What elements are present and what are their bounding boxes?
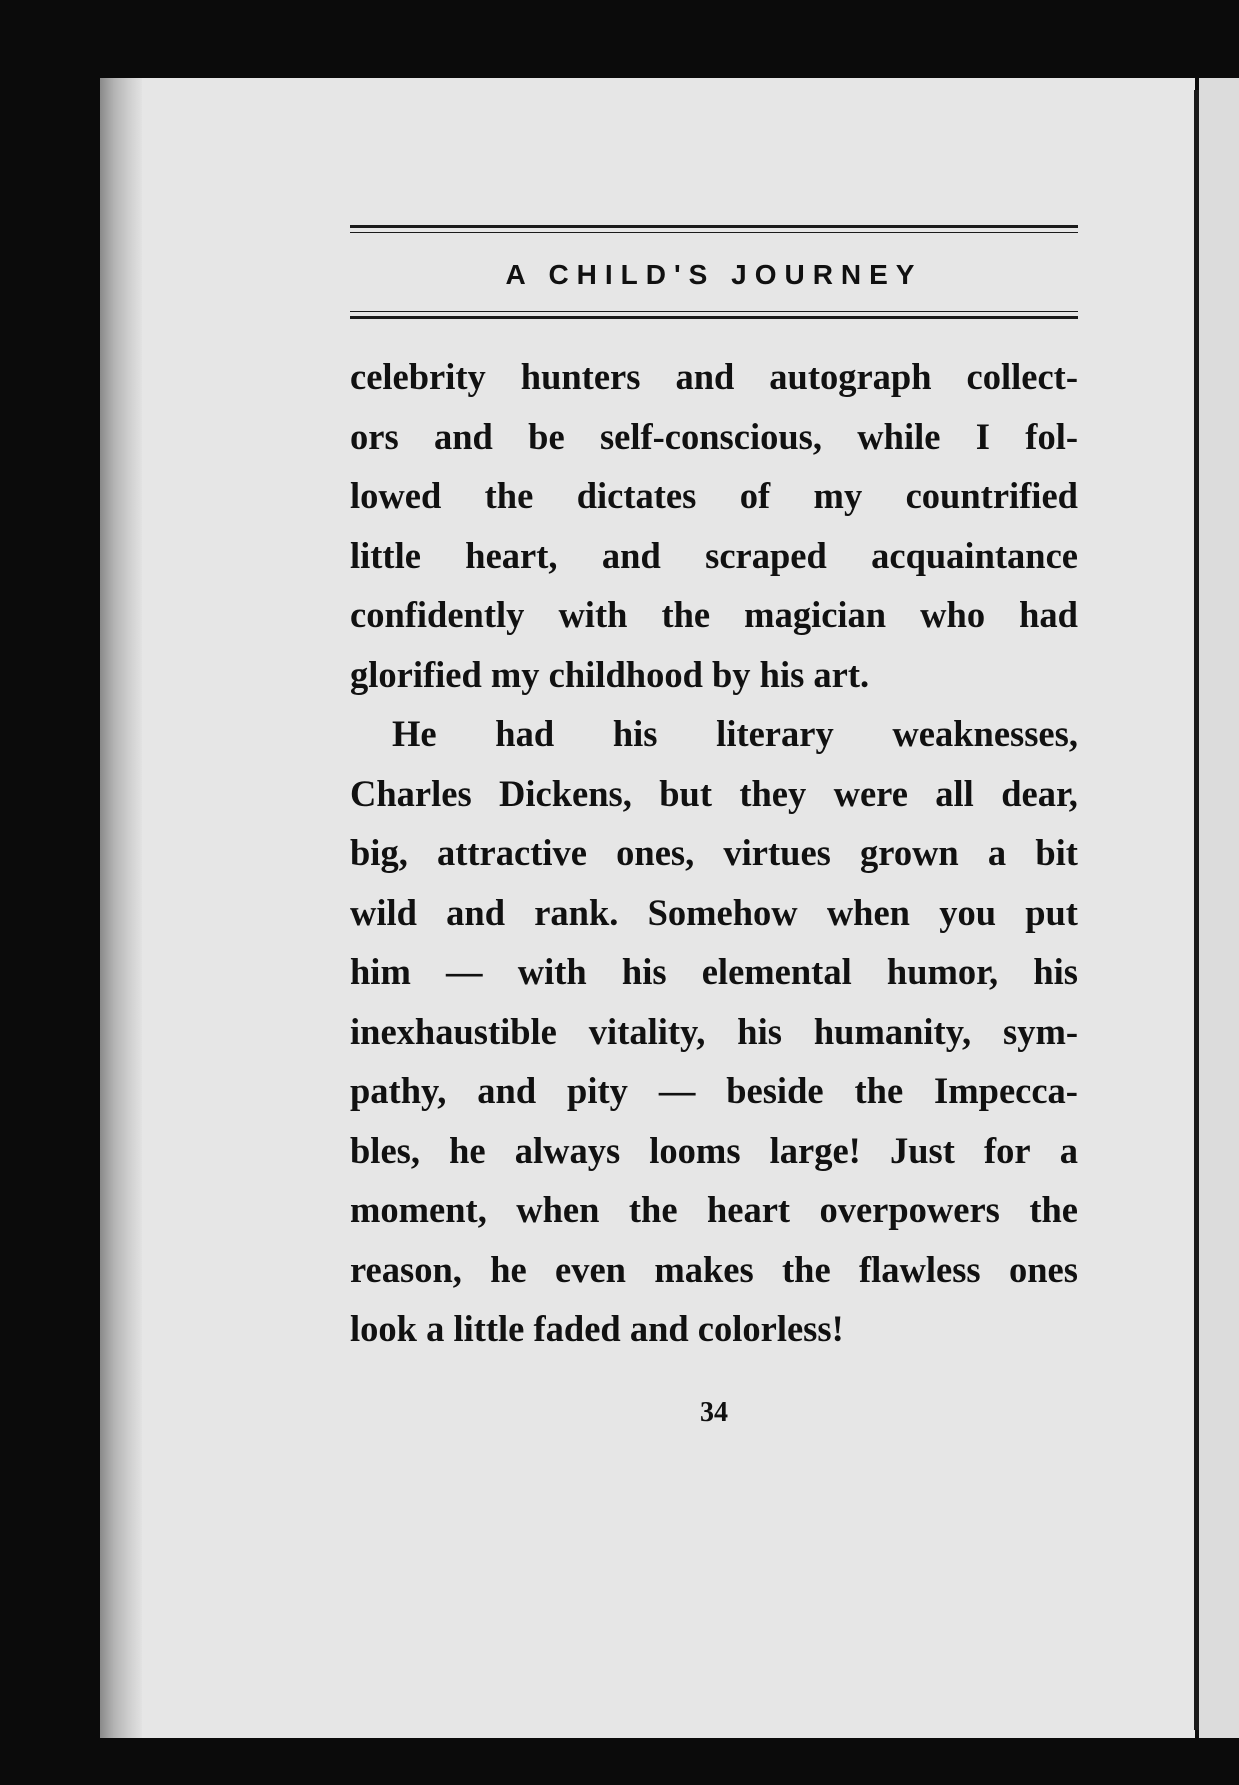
text-line: wild and rank. Somehow when you put — [350, 891, 1078, 933]
paragraph-1 — [350, 347, 1078, 704]
page-gutter — [100, 78, 142, 1738]
text-line: lowed the dictates of my countrified — [350, 475, 1078, 516]
text-line: Charles Dickens, but they were all dear, — [350, 772, 1078, 814]
text-line: He had his literary weaknesses, — [392, 713, 1078, 754]
text-line: inexhaustible vitality, his humanity, sym- — [350, 1010, 1078, 1052]
text-line: moment, when the heart overpowers the — [350, 1189, 1078, 1230]
text-line: little heart, and scraped acquaintance — [350, 534, 1078, 576]
text-line: celebrity hunters and autograph collect- — [350, 356, 1078, 397]
text-line: ors and be self-conscious, while I fol- — [350, 415, 1078, 457]
text-line: reason, he even makes the flawless ones — [350, 1248, 1078, 1290]
page-number: 34 — [700, 1396, 728, 1428]
text-line: glorified my childhood by his art. — [350, 653, 870, 695]
text-line: him — with his elemental humor, his — [350, 951, 1078, 992]
text-line: confidently with the magician who had — [350, 594, 1078, 635]
text-line: big, attractive ones, virtues grown a bit — [350, 832, 1078, 873]
text-block — [350, 225, 1078, 1429]
text-line: bles, he always looms large! Just for a — [350, 1129, 1078, 1171]
running-head: A CHILD'S JOURNEY — [505, 259, 923, 290]
text-line: look a little faded and colorless! — [350, 1308, 844, 1349]
next-page-edge — [1199, 78, 1239, 1738]
text-line: pathy, and pity — beside the Impecca- — [350, 1070, 1078, 1111]
paragraph-2 — [350, 704, 1078, 1359]
